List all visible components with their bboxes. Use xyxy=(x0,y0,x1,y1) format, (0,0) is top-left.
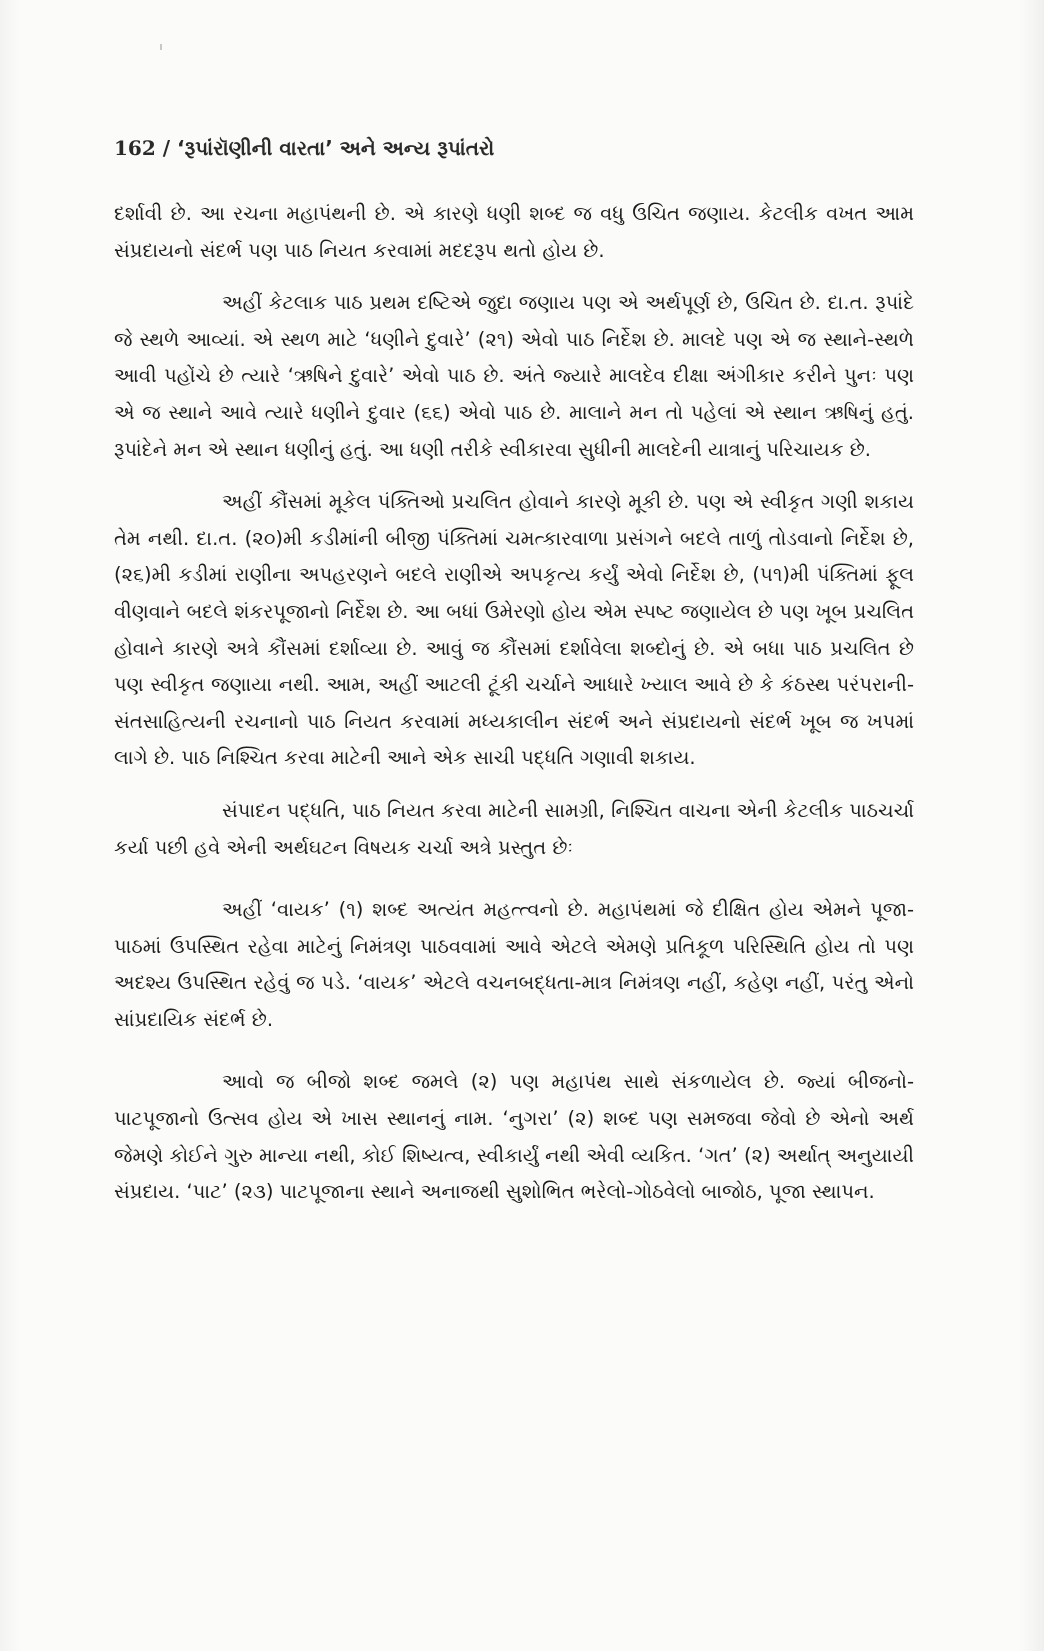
paragraph-vayak: અહીં ‘વાયક’ (૧) શબ્દ અત્યંત મહત્ત્વનો છે. મહાપંથમાં જે દીક્ષિત હોય એમને પૂજા-પાઠમાં ઉપસ્થિત રહેવા માટેનું નિમંત્રણ પાઠવવામાં આવે એટલે એમણે પ્રતિકૂળ પરિસ્થિતિ હોય તો પણ અદશ્ય ઉપસ્થિત રહેવું જ પડે. ‘વાયક’ એટલે વચનબદ્ધતા-માત્ર નિમંત્રણ નહીં, કહેણ નહીં, પરંતુ એનો સાંપ્રદાયિક સંદર્ભ છે. xyxy=(114,898,914,1031)
paragraph-continuation: દર્શાવી છે. આ રચના મહાપંથની છે. એ કારણે ધણી શબ્દ જ વધુ ઉચિત જણાય. કેટલીક વખત આમ સંપ્રદાયનો સંદર્ભ પણ પાઠ નિયત કરવામાં મદદરૂપ થતો હોય છે. xyxy=(114,202,914,262)
page-number: 162 xyxy=(114,136,156,160)
paragraph-text-variants: અહીં કેટલાક પાઠ પ્રથમ દષ્ટિએ જુદા જણાય પણ એ અર્થપૂર્ણ છે, ઉચિત છે. દા.ત. રૂપાંદે જે સ્થળે આવ્યાં. એ સ્થળ માટે ‘ધણીને દુવારે’ (૨૧) એવો પાઠ નિર્દેશ છે. માલદે પણ એ જ સ્થાને-સ્થળે આવી પહોંચે છે ત્યારે ‘ઋષિને દુવારે’ એવો પાઠ છે. અંતે જ્યારે માલદેવ દીક્ષા અંગીકાર કરીને પુનઃ પણ એ જ સ્થાને આવે ત્યારે ધણીને દુવાર (૬૬) એવો પાઠ છે. માલાને મન તો પહેલાં એ સ્થાન ઋષિનું હતું. રૂપાંદેને મન એ સ્થાન ધણીનું હતું. આ ધણી તરીકે સ્વીકારવા સુધીની માલદેની યાત્રાનું પરિચાયક છે. xyxy=(114,291,914,461)
paper-speck xyxy=(160,44,162,50)
body-text xyxy=(114,196,914,1211)
paragraph-brackets: અહીં કૌંસમાં મૂકેલ પંક્તિઓ પ્રચલિત હોવાને કારણે મૂકી છે. પણ એ સ્વીકૃત ગણી શકાય તેમ નથી. દા.ત. (૨૦)મી કડીમાંની બીજી પંક્તિમાં ચમત્કારવાળા પ્રસંગને બદલે તાળું તોડવાનો નિર્દેશ છે, (૨૬)મી કડીમાં રાણીના અપહરણને બદલે રાણીએ અપકૃત્ય કર્યું એવો નિર્દેશ છે, (૫૧)મી પંક્તિમાં ફૂલ વીણવાને બદલે શંકરપૂજાનો નિર્દેશ છે. આ બધાં ઉમેરણો હોય એમ સ્પષ્ટ જણાયેલ છે પણ ખૂબ પ્રચલિત હોવાને કારણે અત્રે કૌંસમાં દર્શાવ્યા છે. આવું જ કૌંસમાં દર્શાવેલા શબ્દોનું છે. એ બધા પાઠ પ્રચલિત છે પણ સ્વીકૃત જણાયા નથી. આમ, અહીં આટલી ટૂંકી ચર્ચાને આધારે ખ્યાલ આવે છે કે કંઠસ્થ પરંપરાની-સંતસાહિત્યની રચનાનો પાઠ નિયત કરવામાં મધ્યકાલીન સંદર્ભ અને સંપ્રદાયનો સંદર્ભ ખૂબ જ ખપમાં લાગે છે. પાઠ નિશ્ચિત કરવા માટેની આને એક સાચી પદ્ધતિ ગણાવી શકાય. xyxy=(114,490,914,770)
header-separator: / xyxy=(155,136,177,160)
paragraph-interpretation-intro: સંપાદન પદ્ધતિ, પાઠ નિયત કરવા માટેની સામગ્રી, નિશ્ચિત વાચના એની કેટલીક પાઠચર્ચા કર્યા પછી હવે એની અર્થઘટન વિષયક ચર્ચા અત્રે પ્રસ્તુત છેઃ xyxy=(114,798,914,859)
book-title: ‘રૂપાંરૉણીની વારતા’ અને અન્ય રૂપાંતરો xyxy=(176,136,495,160)
running-header xyxy=(114,136,494,160)
paragraph-jamle: આવો જ બીજો શબ્દ જમલે (૨) પણ મહાપંથ સાથે સંકળાયેલ છે. જ્યાં બીજનો-પાટપૂજાનો ઉત્સવ હોય એ ખાસ સ્થાનનું નામ. ‘નુગરા’ (૨) શબ્દ પણ સમજવા જેવો છે એનો અર્થ જેમણે કોઈને ગુરુ માન્યા નથી, કોઈ શિષ્યત્વ, સ્વીકાર્યું નથી એવી વ્યકિત. ‘ગત’ (૨) અર્થાત્ અનુયાયી સંપ્રદાય. ‘પાટ’ (૨૩) પાટપૂજાના સ્થાને અનાજથી સુશોભિત ભરેલો-ગોઠવેલો બાજોઠ, પૂજા સ્થાપન. xyxy=(114,1070,914,1204)
